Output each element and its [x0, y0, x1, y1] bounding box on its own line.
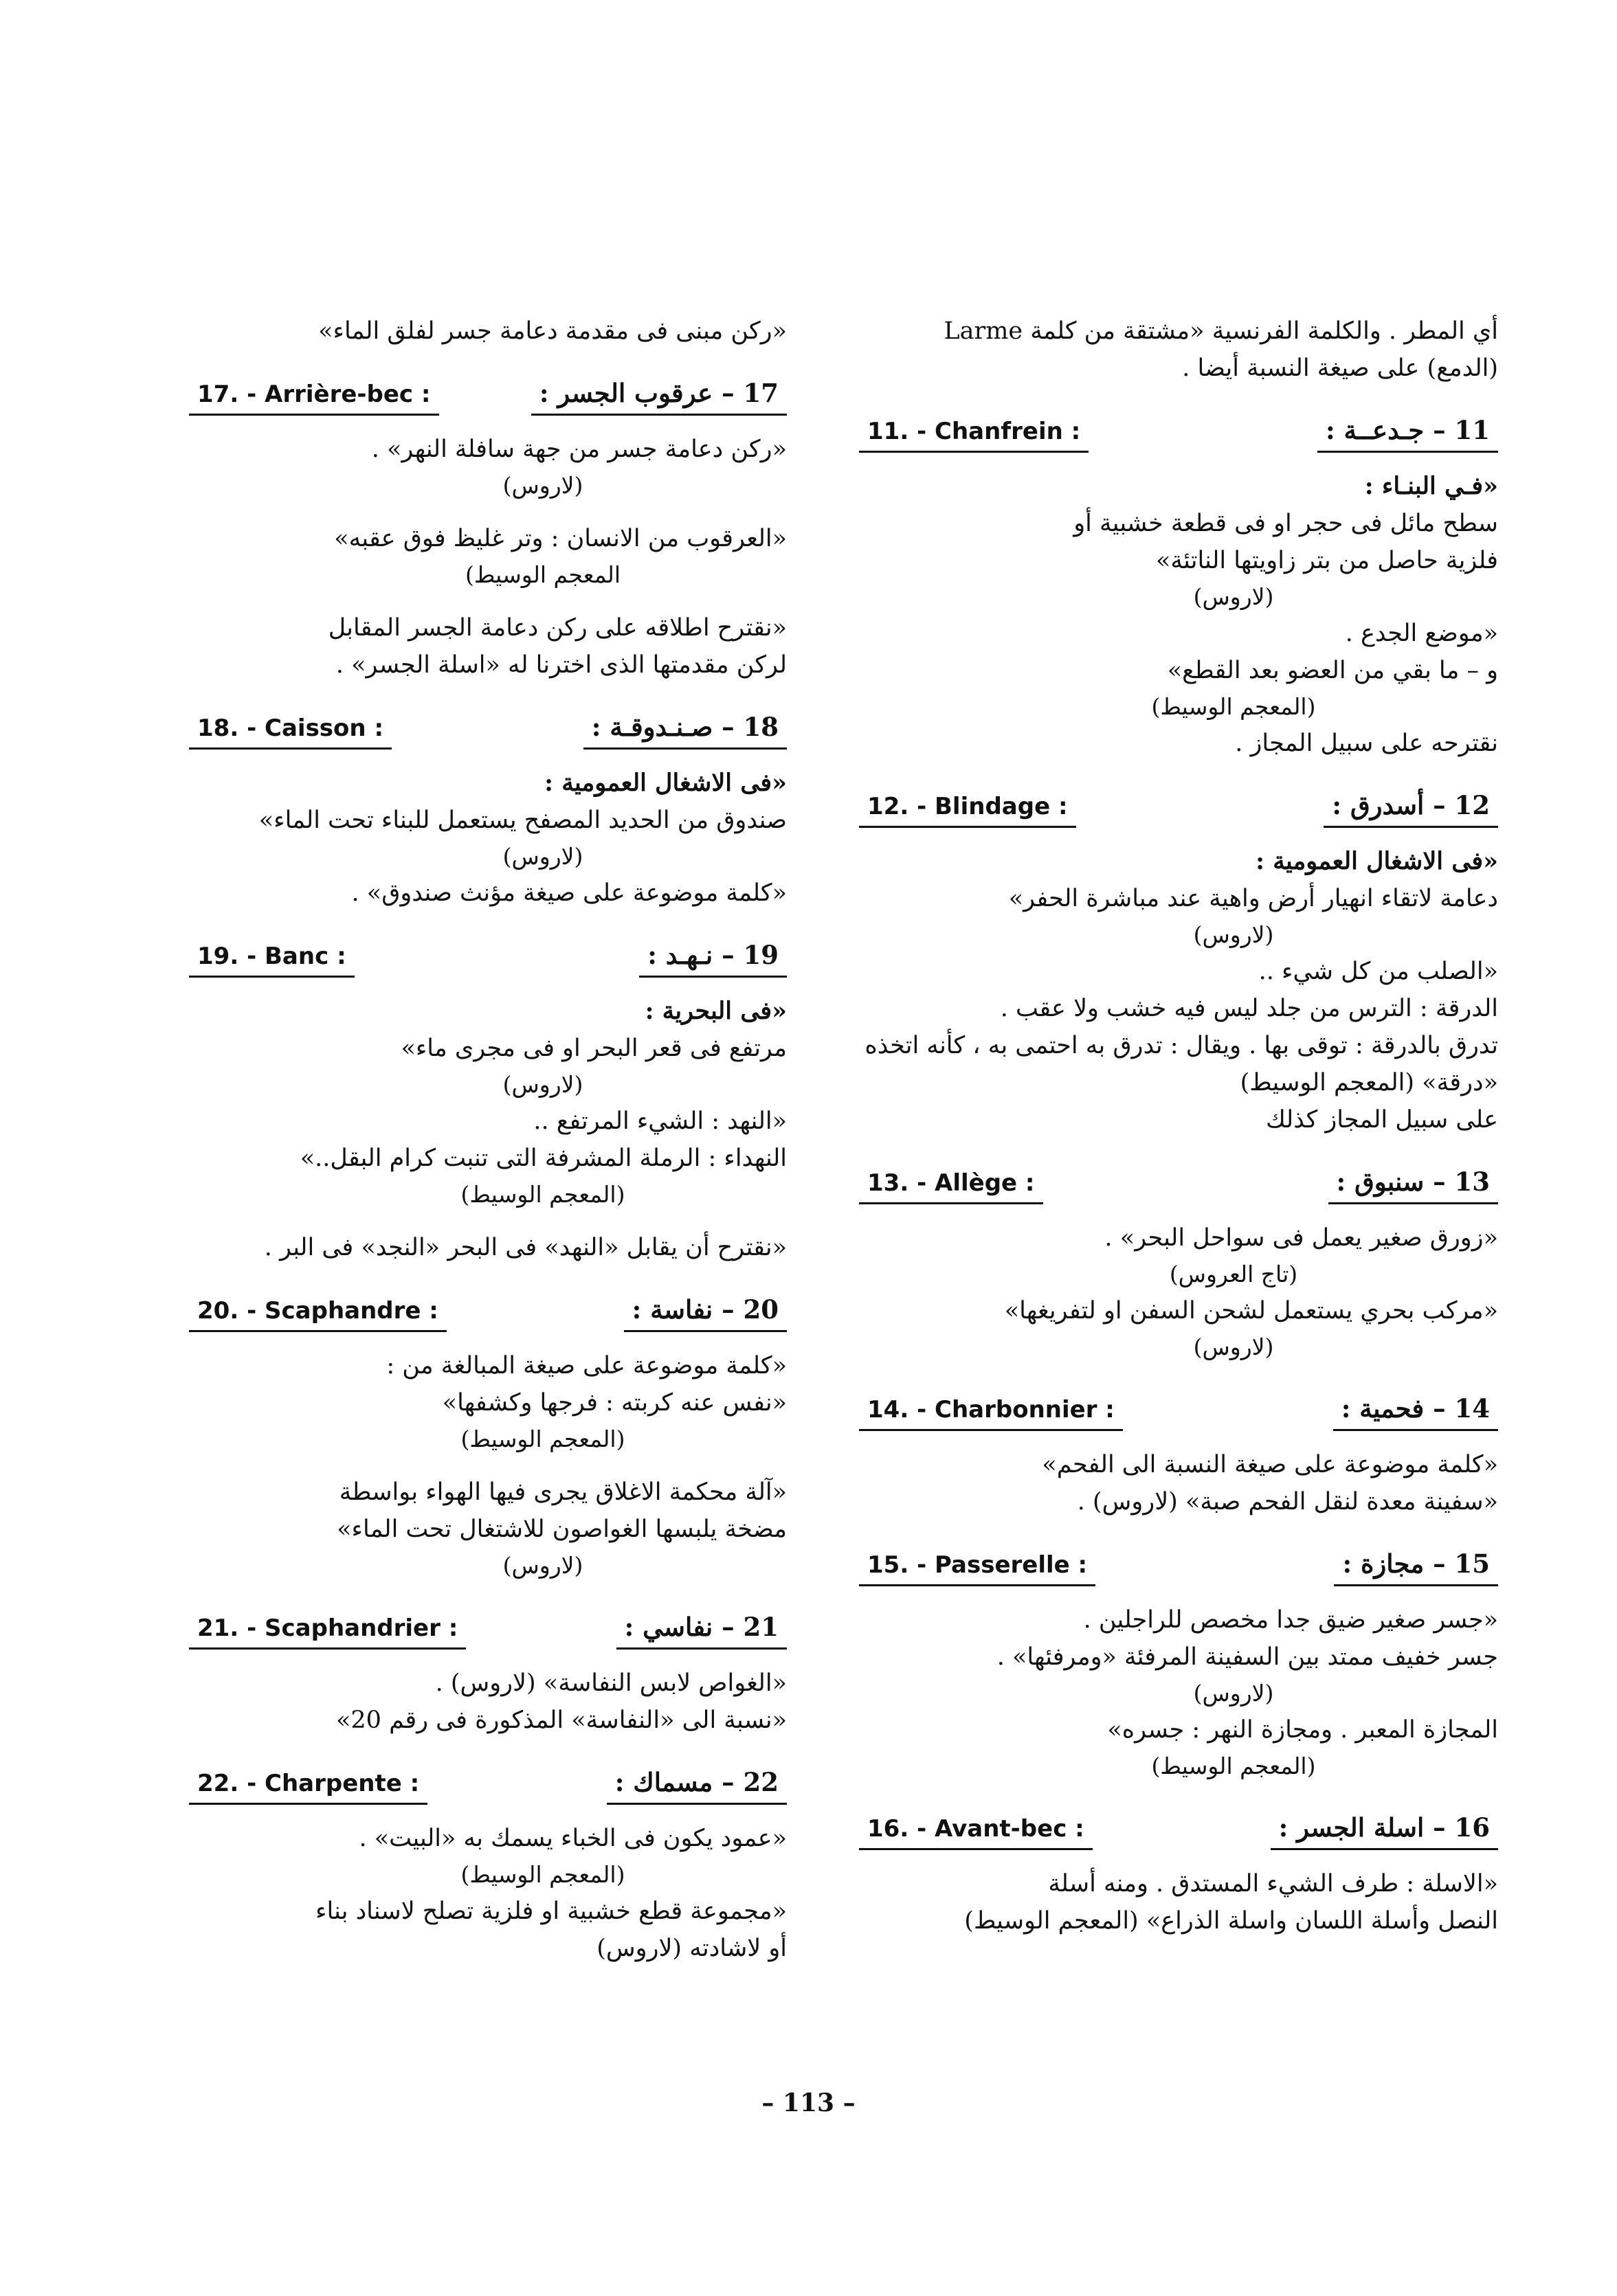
- arabic-term: 17 – عرقوب الجسر :: [531, 378, 787, 416]
- entry-line: جسر خفيف ممتد بين السفينة المرفئة «ومرفئها» .: [996, 1643, 1498, 1671]
- entry-source: (لاروس): [502, 472, 583, 499]
- entry-line: لركن مقدمتها الذى اخترنا له «اسلة الجسر» .: [335, 651, 787, 679]
- entry-heading: [859, 1530, 1498, 1586]
- entry-line: «كلمة موضوعة على صيغة مؤنث صندوق» .: [351, 879, 787, 907]
- entry-line: «زورق صغير يعمل فى سواحل البحر» .: [1104, 1224, 1498, 1252]
- arabic-term: 14 – فحمية :: [1333, 1393, 1498, 1431]
- entry-line: على سبيل المجاز كذلك: [1266, 1106, 1498, 1134]
- french-term: 22. - Charpente :: [189, 1770, 427, 1805]
- entry-heading: [859, 772, 1498, 828]
- entry-line: «النهد : الشيء المرتفع ..: [533, 1107, 787, 1135]
- intro-line: «ركن مبنى فى مقدمة دعامة جسر لفلق الماء»: [318, 317, 787, 345]
- entry-line: «آلة محكمة الاغلاق يجرى فيها الهواء بواسطة: [339, 1478, 787, 1506]
- arabic-term: 12 – أسدرق :: [1324, 790, 1498, 828]
- entry-heading: [189, 1276, 787, 1332]
- entry-source: (المعجم الوسيط): [460, 1426, 625, 1452]
- left-column: [189, 313, 787, 1967]
- entry-line: الدرقة : الترس من جلد ليس فيه خشب ولا عقب .: [1000, 995, 1498, 1022]
- entry-line: «ركن دعامة جسر من جهة سافلة النهر» .: [371, 436, 787, 463]
- french-term: 18. - Caisson :: [189, 714, 392, 750]
- french-term: 15. - Passerelle :: [859, 1551, 1095, 1586]
- arabic-term: 19 – نـهـد :: [639, 940, 787, 978]
- entry-line: «الغواص لابس النفاسة» (لاروس) .: [435, 1669, 787, 1697]
- intro-line: (الدمع) على صيغة النسبة أيضا .: [1182, 354, 1498, 382]
- french-term: 19. - Banc :: [189, 943, 355, 978]
- arabic-term: 13 – سنبوق :: [1328, 1167, 1498, 1204]
- entry-source: (لاروس): [502, 1552, 583, 1579]
- entry-source: المعجم الوسيط): [465, 561, 621, 588]
- entry-line: «موضع الجدع .: [1345, 620, 1498, 647]
- entry-source: (المعجم الوسيط): [1151, 1753, 1316, 1779]
- arabic-term: 20 – نفاسة :: [624, 1294, 787, 1332]
- entry-source: (لاروس): [502, 843, 583, 870]
- entry-line: «سفينة معدة لنقل الفحم صبة» (لاروس) .: [1077, 1488, 1498, 1516]
- entry-source: (لاروس): [1193, 921, 1274, 948]
- entry-heading: [859, 396, 1498, 453]
- arabic-term: 16 – اسلة الجسر :: [1271, 1812, 1498, 1850]
- entry-line: مرتفع فى قعر البحر او فى مجرى ماء»: [401, 1035, 787, 1062]
- entry-line: المجازة المعبر . ومجازة النهر : جسره»: [1107, 1716, 1498, 1744]
- entry-line: مضخة يلبسها الغواصون للاشتغال تحت الماء»: [337, 1516, 787, 1543]
- entry-line: «نقترح اطلاقه على ركن دعامة الجسر المقابل: [328, 614, 787, 642]
- entry-source: (المعجم الوسيط): [1151, 693, 1316, 720]
- french-term: 11. - Chanfrein :: [859, 418, 1089, 453]
- french-term: 16. - Avant-bec :: [859, 1815, 1093, 1850]
- entry-line: «عمود يكون فى الخباء يسمك به «البيت» .: [359, 1825, 787, 1852]
- entry-line: «فى الاشغال العمومية :: [544, 769, 787, 797]
- entry-line: «الصلب من كل شيء ..: [1258, 958, 1498, 985]
- entry-line: «فى البحرية :: [645, 997, 787, 1025]
- page-number: – 113 –: [761, 2089, 856, 2117]
- entry-line: «فى الاشغال العمومية :: [1256, 847, 1498, 875]
- entry-line: «نسبة الى «النفاسة» المذكورة فى رقم 20»: [335, 1707, 787, 1734]
- entry-line: فلزية حاصل من بتر زاويتها الناتئة»: [1155, 547, 1498, 574]
- entry-heading: [189, 693, 787, 750]
- entry-line: «مجموعة قطع خشبية او فلزية تصلح لاسناد بناء: [315, 1898, 787, 1925]
- entry-line: النهداء : الرملة المشرفة التى تنبت كرام البقل..»: [300, 1145, 787, 1172]
- entry-heading: [189, 1748, 787, 1805]
- entry-source: (لاروس): [1193, 583, 1274, 610]
- entry-line: أو لاشادته (لاروس): [596, 1935, 787, 1962]
- entry-heading: [189, 359, 787, 416]
- entry-line: سطح مائل فى حجر او فى قطعة خشبية أو: [1073, 510, 1498, 537]
- entry-line: دعامة لاتقاء انهيار أرض واهية عند مباشرة الحفر»: [1008, 885, 1498, 912]
- arabic-term: 18 – صـنـدوقـة :: [583, 712, 787, 750]
- entry-line: «جسر صغير ضيق جدا مخصص للراجلين .: [1083, 1606, 1498, 1634]
- entry-line: «كلمة موضوعة على صيغة النسبة الى الفحم»: [1042, 1451, 1498, 1478]
- entry-line: تدرق بالدرقة : توقى بها . ويقال : تدرق به احتمى به ، كأنه اتخذه «درقة» (المعجم الوسيط): [865, 1032, 1498, 1096]
- entry-heading: [859, 1148, 1498, 1204]
- arabic-term: 22 – مسماك :: [607, 1767, 787, 1805]
- french-term: 21. - Scaphandrier :: [189, 1614, 466, 1650]
- entry-line: «كلمة موضوعة على صيغة المبالغة من :: [386, 1352, 787, 1380]
- entry-source: (المعجم الوسيط): [460, 1861, 625, 1888]
- entry-heading: [189, 921, 787, 978]
- entry-line: «مركب بحري يستعمل لشحن السفن او لتفريغها»: [1004, 1297, 1498, 1325]
- entry-line: «نفس عنه كربته : فرجها وكشفها»: [442, 1389, 787, 1417]
- entry-line: و – ما بقي من العضو بعد القطع»: [1167, 657, 1498, 684]
- french-term: 20. - Scaphandre :: [189, 1297, 447, 1332]
- entry-line: «العرقوب من الانسان : وتر غليظ فوق عقبه»: [334, 525, 787, 552]
- intro-line: أي المطر . والكلمة الفرنسية «مشتقة من كلمة Larme: [944, 317, 1498, 345]
- entry-source: (المعجم الوسيط): [460, 1181, 625, 1208]
- entry-line: صندوق من الحديد المصفح يستعمل للبناء تحت الماء»: [258, 807, 787, 834]
- entry-source: (لاروس): [1193, 1680, 1274, 1707]
- french-term: 14. - Charbonnier :: [859, 1396, 1123, 1431]
- entry-line: «نقترح أن يقابل «النهد» فى البحر «النجد» فى البر .: [264, 1234, 787, 1261]
- entry-heading: [859, 1794, 1498, 1850]
- entry-line: نقترحه على سبيل المجاز .: [1235, 730, 1498, 757]
- entry-line: «فـي البنـاء :: [1364, 472, 1498, 500]
- arabic-term: 11 – جـدعــة :: [1317, 415, 1498, 453]
- arabic-term: 15 – مجازة :: [1334, 1549, 1498, 1586]
- entry-line: النصل وأسلة اللسان واسلة الذراع» (المعجم الوسيط): [964, 1907, 1498, 1935]
- entry-heading: [189, 1593, 787, 1650]
- entry-source: (تاج العروس): [1169, 1261, 1298, 1287]
- arabic-term: 21 – نفاسي :: [616, 1612, 787, 1650]
- french-term: 17. - Arrière-bec :: [189, 381, 439, 416]
- french-term: 13. - Allège :: [859, 1169, 1043, 1204]
- entry-heading: [859, 1375, 1498, 1431]
- french-term: 12. - Blindage :: [859, 793, 1076, 828]
- entry-source: (لاروس): [1193, 1333, 1274, 1360]
- entry-line: «الاسلة : طرف الشيء المستدق . ومنه أسلة: [1048, 1870, 1498, 1898]
- entry-source: (لاروس): [502, 1071, 583, 1098]
- right-column: [859, 313, 1498, 1939]
